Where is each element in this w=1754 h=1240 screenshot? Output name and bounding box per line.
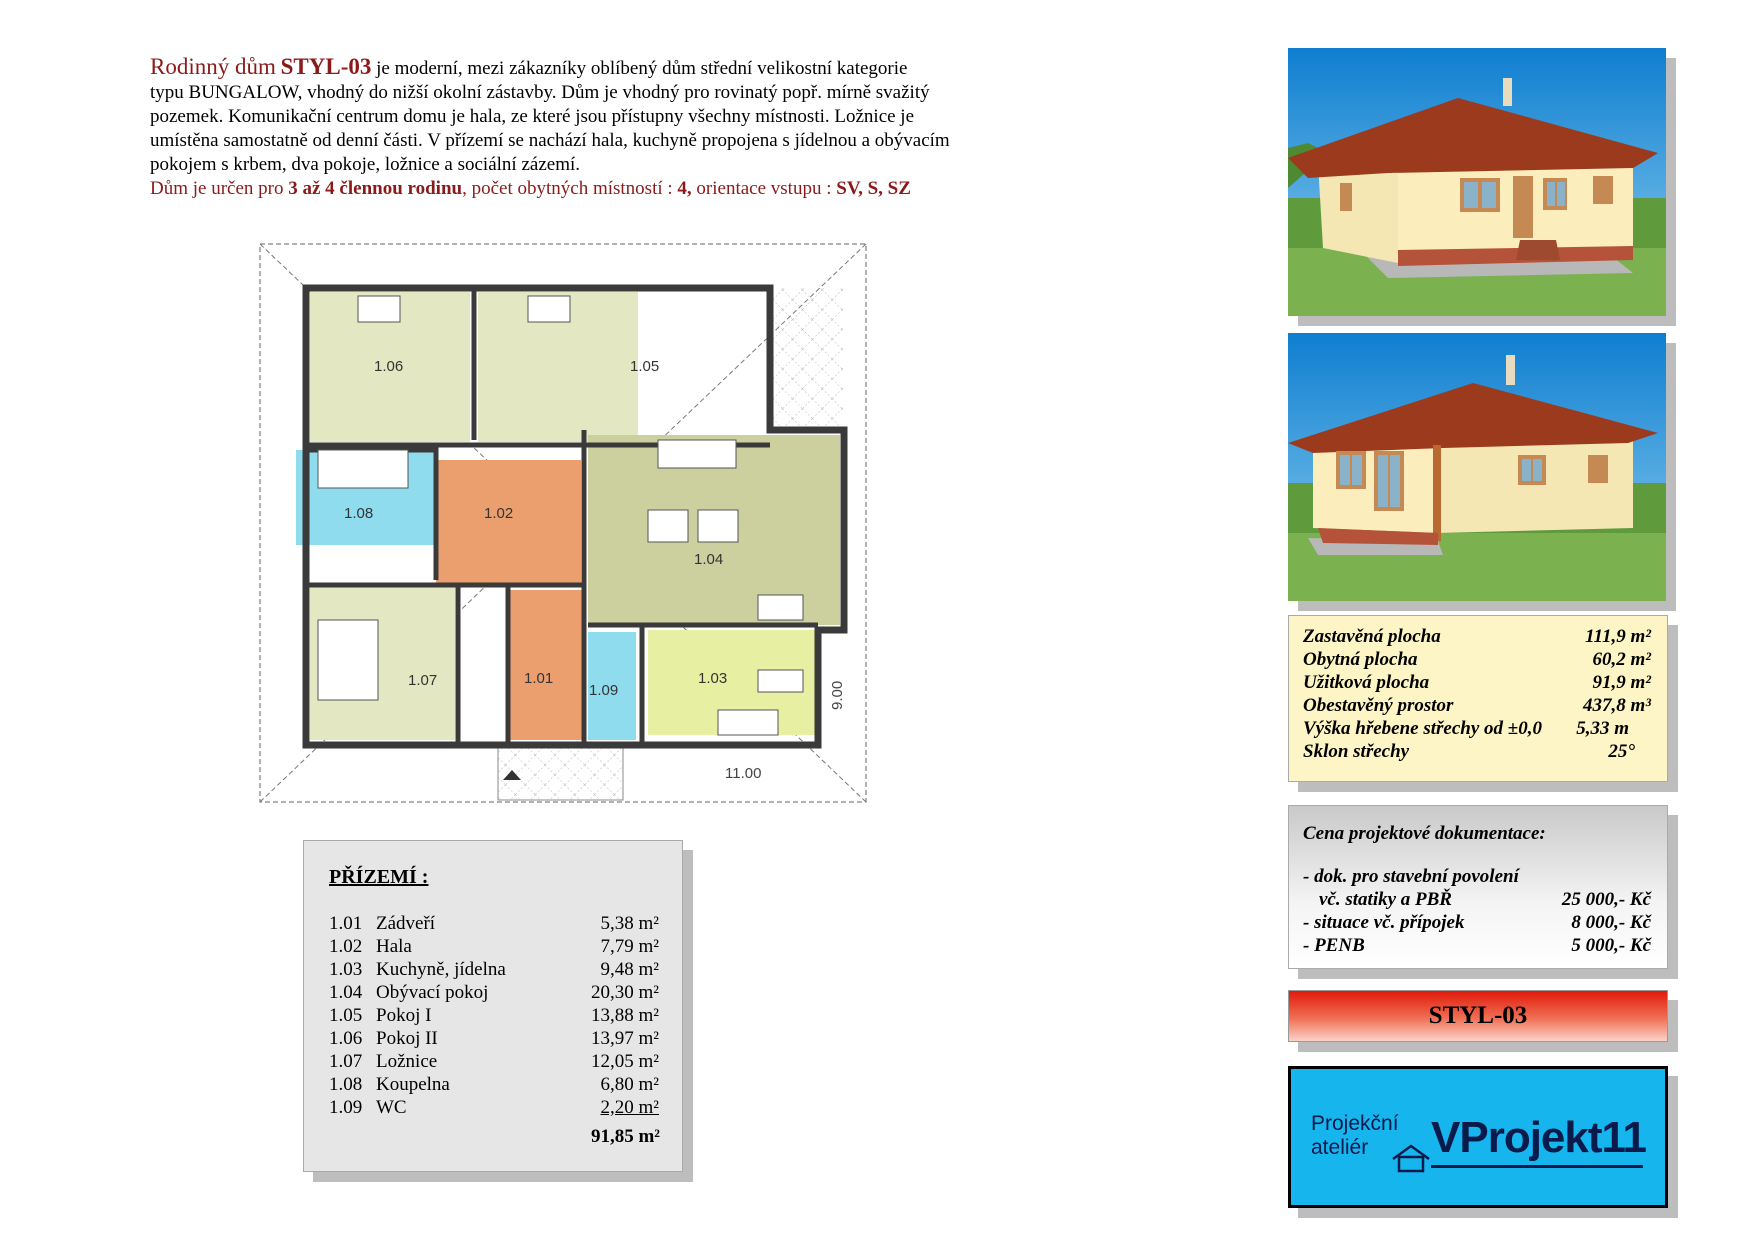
- price-item-value: 5 000,- Kč: [1571, 935, 1651, 956]
- stat-row: Výška hřebene střechy od ±0,0 5,33 m: [1303, 718, 1629, 739]
- intro-line-2: typu BUNGALOW, vhodný do nižší okolní zástavby. Dům je vhodný pro rovinatý popř. mírně svažitý: [150, 82, 930, 103]
- vprojekt-logo: [1288, 1066, 1668, 1208]
- price-box: [1288, 805, 1668, 969]
- room-101: [510, 590, 582, 740]
- dimension-height: 9.00: [829, 680, 846, 710]
- table-row: 1.07 Ložnice 12,05 m²: [329, 1051, 659, 1072]
- house-icon: [1391, 1143, 1431, 1173]
- table-row: 1.05 Pokoj I 13,88 m²: [329, 1005, 659, 1026]
- stat-row: Obestavěný prostor 437,8 m³: [1303, 695, 1651, 716]
- table-row: 1.06 Pokoj II 13,97 m²: [329, 1028, 659, 1049]
- project-name-badge: STYL-03: [1288, 990, 1668, 1042]
- price-title: Cena projektové dokumentace:: [1303, 823, 1546, 844]
- price-item-label: vč. statiky a PBŘ: [1319, 889, 1452, 910]
- logo-brand: VProjekt11: [1431, 1113, 1647, 1162]
- house-render-front: [1288, 48, 1666, 316]
- stat-row: Sklon střechy 25°: [1303, 741, 1635, 762]
- intro-line-6: Dům je určen pro 3 až 4 člennou rodinu, počet obytných místností : 4, orientace vstupu : SV, S, SZ: [150, 178, 911, 199]
- intro-line-3: pozemek. Komunikační centrum domu je hala, ze které jsou přístupny všechny místnosti. Ložnice je: [150, 106, 915, 127]
- room-area-table: [303, 840, 683, 1172]
- table-row: 1.08 Koupelna 6,80 m²: [329, 1074, 659, 1095]
- room-label-107: 1.07: [408, 672, 438, 689]
- stat-row: Užitková plocha 91,9 m²: [1303, 672, 1651, 693]
- floor-plan: [258, 240, 870, 805]
- price-item-value: 8 000,- Kč: [1571, 912, 1651, 933]
- room-102: [436, 460, 581, 585]
- intro-line-1: Rodinný dům STYL-03 je moderní, mezi zákazníky oblíbený dům střední velikostní kategorie: [150, 54, 908, 79]
- logo-underline: [1431, 1165, 1643, 1168]
- price-item-label: - situace vč. přípojek: [1303, 912, 1465, 933]
- room-label-103: 1.03: [698, 670, 728, 687]
- intro-line-4: umístěna samostatně od denní části. V přízemí se nachází hala, kuchyně propojena s jídelnou a obývacím: [150, 130, 950, 151]
- table-row: 1.09 WC 2,20 m²: [329, 1097, 659, 1118]
- logo-line-1: Projekční: [1311, 1112, 1399, 1135]
- room-label-106: 1.06: [374, 358, 404, 375]
- price-item-value: 25 000,- Kč: [1561, 889, 1651, 910]
- legend-total: 91,85 m²: [590, 1126, 660, 1147]
- stat-row: Zastavěná plocha 111,9 m²: [1303, 626, 1651, 647]
- room-label-101: 1.01: [524, 670, 554, 687]
- floor-plan-drawing: [258, 240, 870, 805]
- table-row: 1.04 Obývací pokoj 20,30 m²: [329, 982, 659, 1003]
- room-label-109: 1.09: [589, 682, 619, 699]
- building-parameters: [1288, 615, 1668, 782]
- room-label-104: 1.04: [694, 551, 724, 568]
- house-render-back: [1288, 333, 1666, 601]
- logo-line-2: ateliér: [1311, 1136, 1369, 1159]
- intro-text: [150, 55, 1070, 201]
- room-label-105: 1.05: [630, 358, 660, 375]
- price-item-label: - PENB: [1303, 935, 1365, 956]
- stat-row: Obytná plocha 60,2 m²: [1303, 649, 1651, 670]
- table-row: 1.01 Zádveří 5,38 m²: [329, 913, 659, 934]
- intro-line-5: pokojem s krbem, dva pokoje, ložnice a sociální zázemí.: [150, 154, 580, 175]
- price-item-label: - dok. pro stavební povolení: [1303, 866, 1519, 887]
- table-row: 1.02 Hala 7,79 m²: [329, 936, 659, 957]
- table-row: 1.03 Kuchyně, jídelna 9,48 m²: [329, 959, 659, 980]
- room-label-108: 1.08: [344, 505, 374, 522]
- room-label-102: 1.02: [484, 505, 514, 522]
- legend-heading: PŘÍZEMÍ :: [329, 866, 429, 888]
- dimension-width: 11.00: [725, 765, 762, 782]
